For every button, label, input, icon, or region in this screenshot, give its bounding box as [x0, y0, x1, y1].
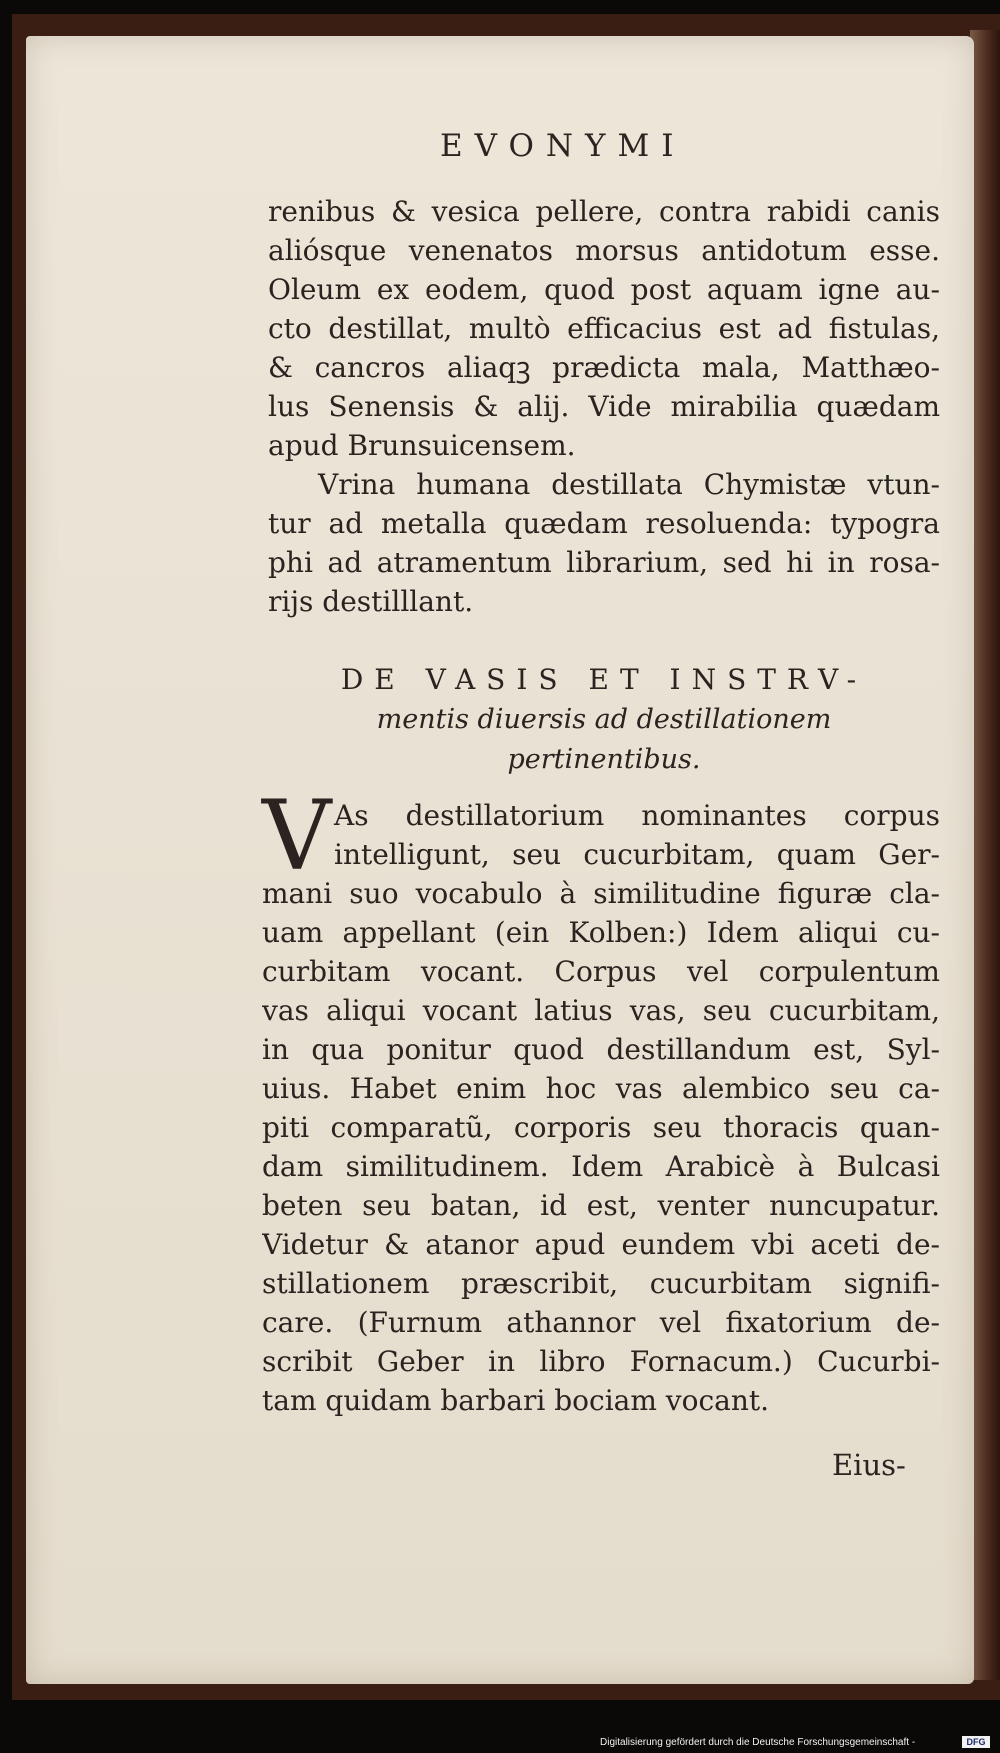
text-line: in qua ponitur quod destillandum est, Syl-: [262, 1033, 940, 1066]
text-line: rijs destilllant.: [268, 585, 474, 618]
text-line: uam appellant (ein Kolben:) Idem aliqui cu-: [262, 916, 940, 949]
text-line: tam quidam barbari bociam vocant.: [262, 1384, 770, 1417]
text-line: dam similitudinem. Idem Arabicè à Bulcasi: [262, 1150, 940, 1183]
text-line: beten seu batan, id est, venter nuncupatur.: [262, 1189, 940, 1222]
text-line: As destillatorium nominantes corpus: [334, 799, 940, 832]
text-line: apud Brunsuicensem.: [268, 429, 576, 462]
heading-caps-line: DE VASIS ET INSTRV-: [340, 663, 868, 696]
text-line: aliósque venenatos morsus antidotum esse.: [268, 234, 940, 267]
text-line: Videtur & atanor apud eundem vbi aceti de-: [262, 1228, 940, 1261]
text-line: piti comparatũ, corporis seu thoracis quan-: [262, 1111, 940, 1144]
heading-italic-line: pertinentibus.: [507, 744, 701, 775]
text-line: & cancros aliaqꝫ prædicta mala, Matthæo-: [268, 351, 940, 384]
text-line: mani suo vocabulo à similitudine figuræ cla-: [262, 877, 940, 910]
dfg-logo: DFG: [962, 1736, 990, 1748]
text-line: uius. Habet enim hoc vas alembico seu ca-: [262, 1072, 940, 1105]
text-line: stillationem præscribit, cucurbitam signifi-: [262, 1267, 940, 1300]
text-line: Oleum ex eodem, quod post aquam igne au-: [268, 273, 940, 306]
text-line: scribit Geber in libro Fornacum.) Cucurbi-: [262, 1345, 940, 1378]
text-line: care. (Furnum athannor vel fixatorium de-: [262, 1306, 940, 1339]
drop-cap: V: [262, 780, 332, 892]
text-line: tur ad metalla quædam resoluenda: typogra: [268, 507, 940, 540]
catchword: Eius-: [832, 1448, 906, 1482]
text-line: vas aliqui vocant latius vas, seu cucurbitam,: [262, 994, 940, 1027]
section-heading: [268, 660, 940, 780]
running-head: EVONYMI: [440, 128, 686, 164]
paragraph-vessels: [262, 780, 940, 1420]
digitization-credit: Digitalisierung gefördert durch die Deutsche Forschungsgemeinschaft -: [600, 1737, 916, 1748]
text-line: renibus & vesica pellere, contra rabidi canis: [268, 195, 940, 228]
page-edge: [970, 30, 1000, 1680]
text-line: phi ad atramentum librarium, sed hi in rosa-: [268, 546, 940, 579]
text-line: curbitam vocant. Corpus vel corpulentum: [262, 955, 940, 988]
heading-italic-line: mentis diuersis ad destillationem: [376, 704, 832, 735]
paragraph-renibus: [268, 192, 940, 621]
text-line: lus Senensis & alij. Vide mirabilia quædam: [268, 390, 940, 423]
text-line: cto destillat, multò efficacius est ad fistulas,: [268, 312, 940, 345]
text-line: Vrina humana destillata Chymistæ vtun-: [318, 468, 940, 501]
text-line: intelligunt, seu cucurbitam, quam Ger-: [334, 838, 940, 871]
